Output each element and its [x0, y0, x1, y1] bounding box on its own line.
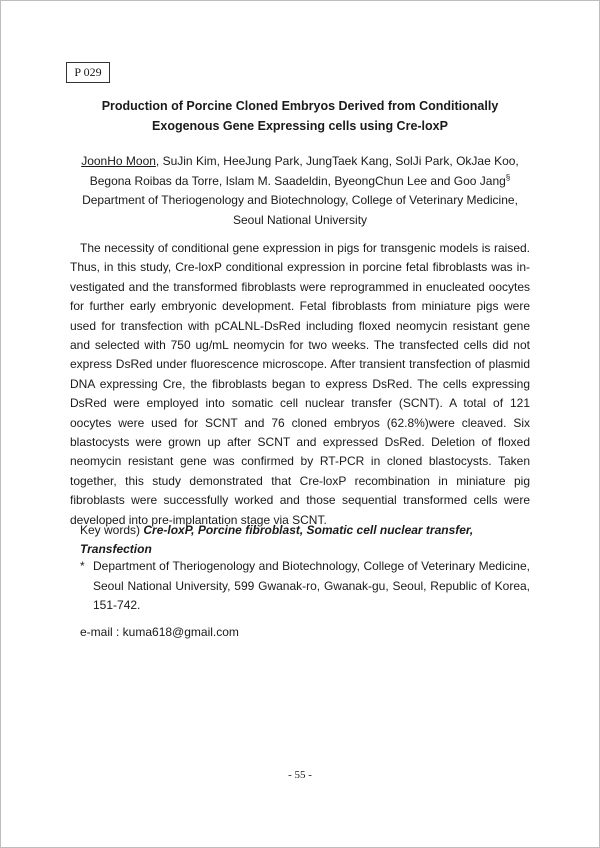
corresponding-author-mark: §	[505, 172, 511, 182]
poster-id-box: P 029	[66, 62, 110, 83]
affiliation: Department of Theriogenology and Biotechnology, College of Veterinary Medicine, Seoul National University	[82, 193, 518, 227]
keywords-label: Key words)	[80, 523, 141, 537]
paper-title: Production of Porcine Cloned Embryos Derived from Conditionally Exogenous Gene Expressing cells using Cre-loxP	[101, 99, 499, 133]
footnote-text: Department of Theriogenology and Biotechnology, College of Veterinary Medicine, Seoul National University, 599 Gwanak-ro, Gwanak-gu, Seoul, Republic of Korea, 151-742.	[93, 559, 530, 612]
presenting-author: JoonHo Moon	[81, 154, 156, 168]
email-line: e-mail : kuma618@gmail.com	[80, 625, 239, 639]
abstract-text: The necessity of conditional gene expression in pigs for transgenic models is raised. Thus, in this study, Cre-loxP conditional expression in porcine fetal fibroblasts was investigated and the transformed fibroblasts were reprogrammed in enucleated oocytes for further early embryonic development. Fetal fibroblasts from miniature pigs were used for transfection with pCALNL-DsRed including floxed neomycin resistant gene and selected with 750 ug/mL neomycin for two weeks. The transfected cells did not express DsRed under fluorescence microscope. After transient transfection of plasmid DNA expressing Cre, the fibroblasts began to express DsRed. The cells expressing DsRed were employed into somatic cell nuclear transfer (SCNT). A total of 121 oocytes were used for SCNT and 76 cloned embryos (62.8%)were cleaved. Six blastocysts were grown up after SCNT and expressed DsRed. Deletion of floxed neomycin resistant gene was confirmed by RT-PCR in cloned blastocysts. Taken together, this study demonstrated that Cre-loxP recombination in miniature pig fibroblasts were successfully worked and those sequential transformed cells were developed into pre-implantation stage via SCNT.	[70, 241, 530, 527]
co-authors: , SuJin Kim, HeeJung Park, JungTaek Kang, SolJi Park, OkJae Koo, Begona Roibas da Torre, Islam M. Saadeldin, ByeongChun Lee and Goo Jang	[89, 154, 519, 188]
keywords-values: Cre-loxP, Porcine fibroblast, Somatic cell nuclear transfer, Transfection	[80, 523, 474, 556]
page-number: - 55 -	[288, 769, 312, 781]
keywords-line	[80, 521, 530, 559]
authors-block	[70, 152, 530, 230]
author-list	[70, 152, 530, 191]
footnote	[80, 557, 530, 616]
footnote-mark: *	[80, 559, 85, 573]
